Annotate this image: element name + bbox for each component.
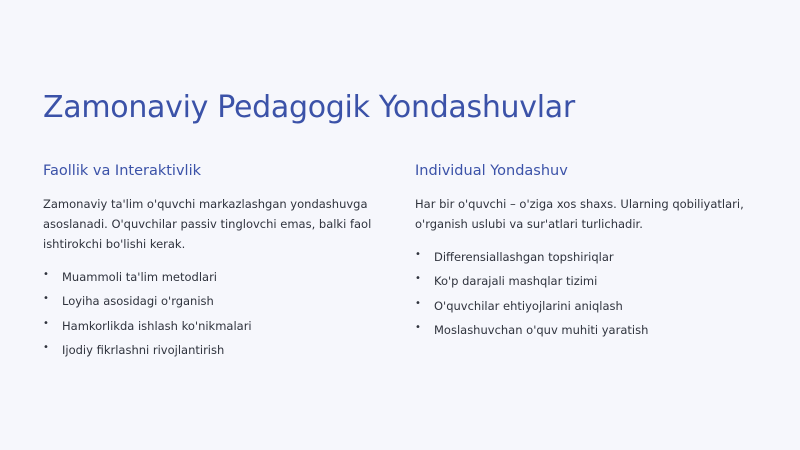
list-item-text: O'quvchilar ehtiyojlarini aniqlash	[434, 298, 623, 313]
left-column	[43, 161, 383, 362]
list-item	[43, 289, 383, 313]
list-item	[415, 318, 755, 342]
list-item-text: Differensiallashgan topshiriqlar	[434, 250, 614, 264]
bullet-icon: •	[43, 293, 49, 305]
right-bullet-list	[415, 245, 755, 342]
list-item-text: Hamkorlikda ishlash ko'nikmalari	[62, 318, 252, 333]
bullet-icon: •	[415, 249, 421, 260]
list-item-text: Loyiha asosidagi o'rganish	[62, 294, 214, 309]
list-item	[43, 314, 383, 338]
list-item	[415, 245, 755, 269]
list-item-text: Ijodiy fikrlashni rivojlantirish	[62, 342, 225, 357]
bullet-icon: •	[43, 269, 49, 280]
left-column-paragraph: Zamonaviy ta'lim o'quvchi markazlashgan yondashuvga asoslanadi. O'quvchilar passiv tinglovchi emas, balki faol ishtirokchi bo'lishi kerak.	[43, 197, 372, 251]
left-column-heading: Faollik va Interaktivlik	[43, 163, 201, 179]
list-item-text: Muammoli ta'lim metodlari	[62, 270, 217, 284]
bullet-icon: •	[43, 317, 49, 329]
bullet-icon: •	[415, 273, 421, 285]
slide-title: Zamonaviy Pedagogik Yondashuvlar	[43, 90, 575, 125]
left-bullet-list	[43, 265, 383, 362]
list-item	[415, 294, 755, 318]
right-column	[415, 161, 755, 342]
list-item-text: Ko'p darajali mashqlar tizimi	[434, 274, 598, 289]
list-item	[415, 269, 755, 293]
list-item-text: Moslashuvchan o'quv muhiti yaratish	[434, 322, 649, 337]
right-column-heading: Individual Yondashuv	[415, 163, 568, 179]
list-item	[43, 338, 383, 362]
list-item	[43, 265, 383, 289]
bullet-icon: •	[43, 341, 49, 353]
bullet-icon: •	[415, 321, 421, 333]
right-column-paragraph: Har bir o'quvchi – o'ziga xos shaxs. Ularning qobiliyatlari, o'rganish uslubi va sur'atlari turlichadir.	[415, 197, 744, 231]
bullet-icon: •	[415, 297, 421, 309]
